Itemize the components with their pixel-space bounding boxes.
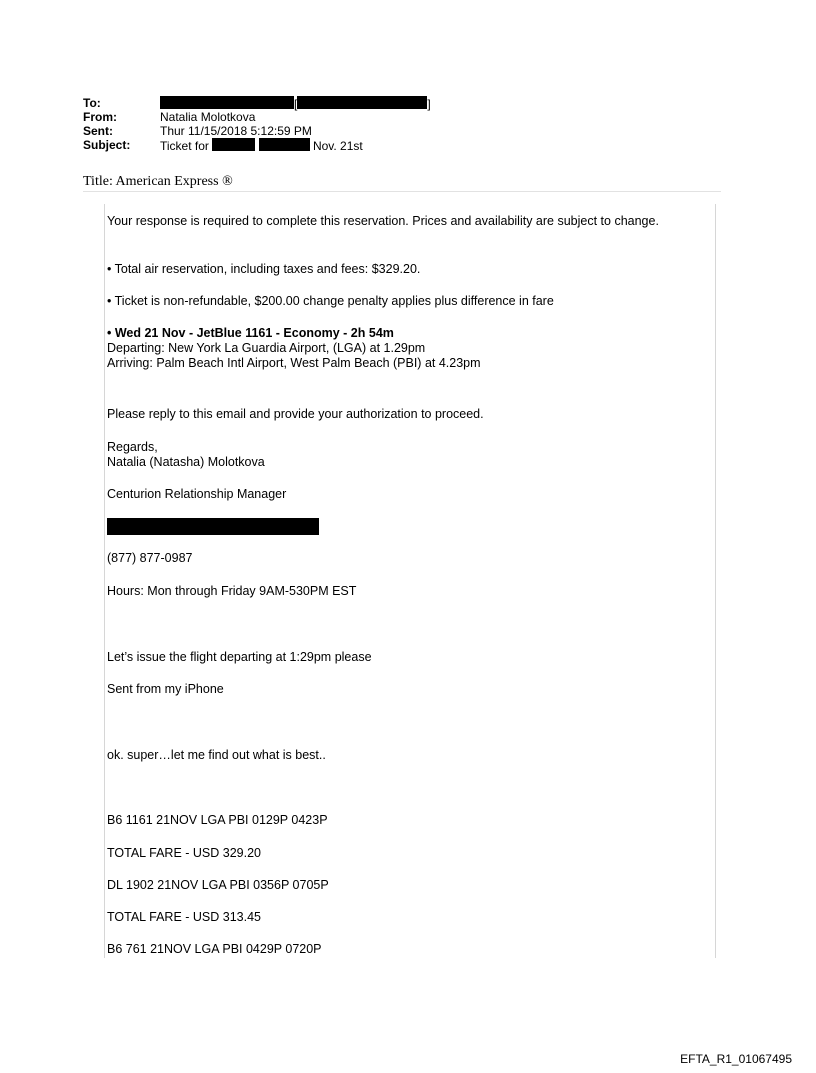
phone-number: (877) 877-0987	[107, 551, 193, 565]
flight-heading-text: • Wed 21 Nov - JetBlue 1161 - Economy - 2h 54m	[107, 326, 394, 340]
redaction-box	[212, 138, 255, 151]
from-value: Natalia Molotkova	[160, 110, 256, 124]
reply-issue-text: Let’s issue the flight departing at 1:29pm please	[107, 650, 372, 664]
to-bracket-close: ]	[427, 97, 431, 111]
sent-label: Sent:	[83, 124, 113, 138]
sent-value: Thur 11/15/2018 5:12:59 PM	[160, 124, 312, 138]
regards-text: Regards,	[107, 440, 158, 454]
flight-option-3: B6 761 21NOV LGA PBI 0429P 0720P	[107, 942, 322, 956]
document-id: EFTA_R1_01067495	[680, 1052, 792, 1066]
redaction-box	[259, 138, 310, 151]
message-title: Title: American Express ®	[83, 174, 233, 189]
sent-from-text: Sent from my iPhone	[107, 682, 224, 696]
subject-label: Subject:	[83, 138, 131, 152]
intro-text: Your response is required to complete this reservation. Prices and availability are subject to change.	[107, 214, 659, 228]
flight-heading	[107, 326, 394, 341]
bullet-ticket: • Ticket is non-refundable, $200.00 change penalty applies plus difference in fare	[107, 294, 554, 308]
bullet-total: • Total air reservation, including taxes and fees: $329.20.	[107, 262, 421, 276]
flight-option-1: B6 1161 21NOV LGA PBI 0129P 0423P	[107, 813, 328, 827]
subject-prefix: Ticket for	[160, 139, 209, 153]
to-bracket-open: [	[294, 97, 298, 111]
departing-text: Departing: New York La Guardia Airport, (LGA) at 1.29pm	[107, 341, 426, 355]
redaction-box	[107, 518, 319, 535]
signature-name: Natalia (Natasha) Molotkova	[107, 455, 265, 469]
to-label: To:	[83, 96, 101, 110]
title-divider	[83, 191, 721, 192]
subject-suffix: Nov. 21st	[312, 139, 363, 153]
flight-option-2: DL 1902 21NOV LGA PBI 0356P 0705P	[107, 878, 329, 892]
signature-role: Centurion Relationship Manager	[107, 487, 287, 501]
total-fare-1: TOTAL FARE - USD 329.20	[107, 846, 261, 860]
arriving-text: Arriving: Palm Beach Intl Airport, West Palm Beach (PBI) at 4.23pm	[107, 356, 481, 370]
redaction-box	[297, 96, 427, 109]
from-label: From:	[83, 110, 117, 124]
total-fare-2: TOTAL FARE - USD 313.45	[107, 910, 261, 924]
redaction-box	[160, 96, 294, 109]
hours-text: Hours: Mon through Friday 9AM-530PM EST	[107, 584, 357, 598]
subject-value	[160, 138, 363, 153]
reply-request: Please reply to this email and provide your authorization to proceed.	[107, 407, 484, 421]
message-body	[104, 204, 716, 958]
ok-super-text: ok. super…let me find out what is best..	[107, 748, 326, 762]
to-value	[160, 96, 431, 111]
